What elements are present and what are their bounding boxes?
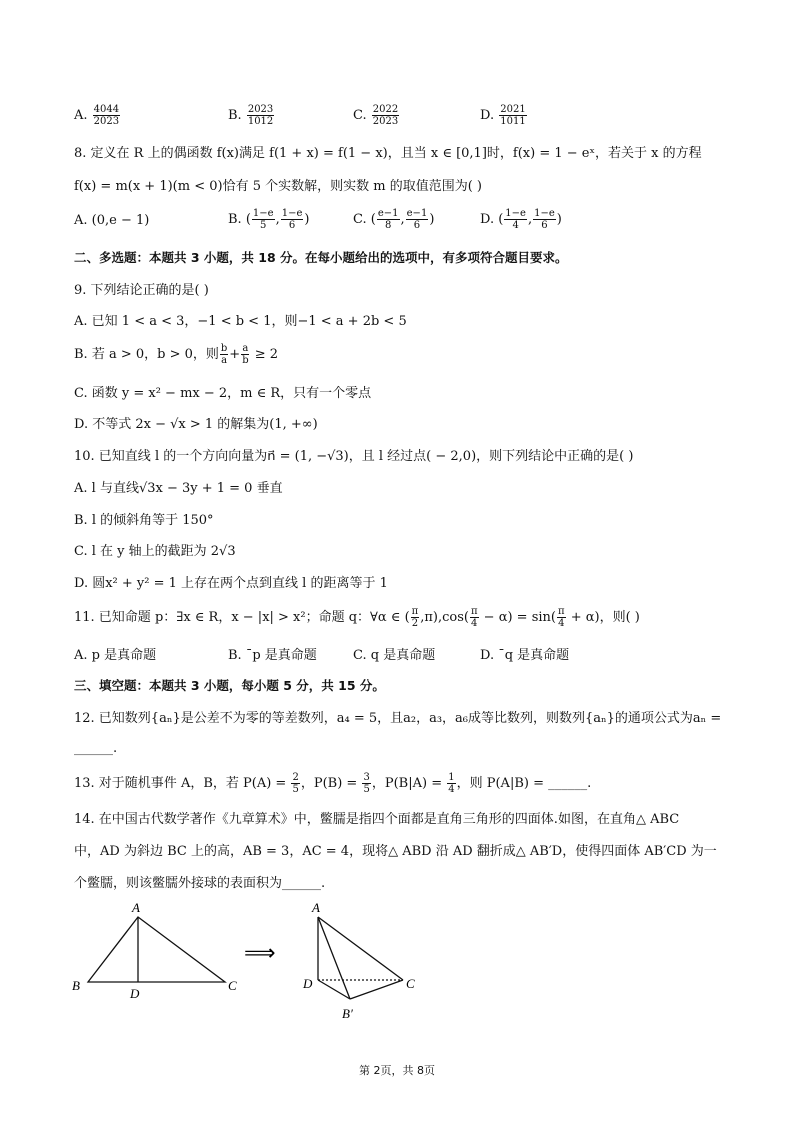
- page-footer: 第 2页，共 8页: [359, 1064, 435, 1077]
- right-label-d: D: [303, 976, 313, 991]
- right-label-c: C: [406, 976, 415, 991]
- right-label-bprime: B′: [342, 1006, 353, 1021]
- q7-option-c: C. $\frac{2022}{2023}$: [353, 104, 399, 127]
- q8-option-a: A. (0,e − 1): [74, 213, 150, 228]
- q12-stem-line2: ______.: [74, 741, 118, 756]
- q9-option-d: D. 不等式 2x − √x > 1 的解集为(1, +∞): [74, 417, 318, 432]
- q7-option-a: A. $\frac{4044}{2023}$: [74, 104, 120, 127]
- q10-stem: 10. 已知直线 l 的一个方向向量为n⃗ = (1, −√3)，且 l 经过点( − 2,0)，则下列结论中正确的是( ): [74, 449, 634, 464]
- left-label-d: D: [130, 986, 140, 1001]
- q11-option-c: C. q 是真命题: [353, 648, 436, 663]
- arrow-icon: ⟹: [244, 941, 276, 966]
- left-label-c: C: [228, 978, 237, 993]
- q7-option-d: D. $\frac{2021}{1011}$: [480, 104, 526, 127]
- q10-option-c: C. l 在 y 轴上的截距为 2√3: [74, 544, 236, 559]
- q11-option-b: B. ¯p 是真命题: [228, 648, 317, 663]
- q11-option-d: D. ¯q 是真命题: [480, 648, 570, 663]
- left-label-b: B: [72, 978, 80, 993]
- right-label-a: A: [312, 900, 320, 915]
- left-triangle: [88, 917, 225, 982]
- q9-stem: 9. 下列结论正确的是( ): [74, 283, 209, 298]
- tetrahedron-figure: [60, 892, 430, 1027]
- q12-stem-line1: 12. 已知数列{aₙ}是公差不为零的等差数列，a₄ = 5，且a₂，a₃，a₆成等比数列，则数列{aₙ}的通项公式为aₙ =: [74, 711, 722, 726]
- right-tetrahedron: [318, 917, 403, 999]
- q7-option-b: B. $\frac{2023}{1012}$: [228, 104, 274, 127]
- q8-option-b: B. ( $\frac{1-e}{5}$ , $\frac{1-e}{6}$ ): [228, 208, 310, 231]
- q13-stem: 13. 对于随机事件 A，B，若 P(A) = $\frac{2}{5}$ ，P(B) = $\frac{3}{5}$ ，P(B|A) = $\frac{1}{4}$ ，则 P(A|B) = ______.: [74, 772, 592, 795]
- q10-option-a: A. l 与直线√3x − 3y + 1 = 0 垂直: [74, 481, 283, 496]
- q10-option-b: B. l 的倾斜角等于 150°: [74, 513, 214, 528]
- q8-option-d: D. ( $\frac{1-e}{4}$ , $\frac{1-e}{6}$ ): [480, 208, 562, 231]
- q8-stem-line2: f(x) = m(x + 1)(m < 0)恰有 5 个实数解，则实数 m 的取值范围为( ): [74, 179, 482, 194]
- q8-stem-line1: 8. 定义在 R 上的偶函数 f(x)满足 f(1 + x) = f(1 − x)，且当 x ∈ [0,1]时，f(x) = 1 − eˣ，若关于 x 的方程: [74, 146, 702, 161]
- q8-option-c: C. ( $\frac{e-1}{8}$ , $\frac{e-1}{6}$ ): [353, 208, 435, 231]
- section-2-heading: 二、多选题：本题共 3 小题，共 18 分。在每小题给出的选项中，有多项符合题目要求。: [74, 250, 568, 265]
- q11-option-a: A. p 是真命题: [74, 648, 157, 663]
- q11-stem: 11. 已知命题 p：∃x ∈ R，x − |x| > x²；命题 q：∀α ∈ ( $\frac{\pi}{2}$ ,π),cos( $\frac{\pi}{4}$ − α) = sin( $\frac{\pi}{4}$ + α)，则( ): [74, 606, 640, 629]
- q14-stem-line1: 14. 在中国古代数学著作《九章算术》中，鳖臑是指四个面都是直角三角形的四面体.如图，在直角△ ABC: [74, 812, 680, 827]
- section-3-heading: 三、填空题：本题共 3 小题，每小题 5 分，共 15 分。: [74, 678, 385, 693]
- q9-option-c: C. 函数 y = x² − mx − 2，m ∈ R，只有一个零点: [74, 386, 372, 401]
- q14-stem-line2: 中，AD 为斜边 BC 上的高，AB = 3，AC = 4，现将△ ABD 沿 AD 翻折成△ AB′D，使得四面体 AB′CD 为一: [74, 844, 717, 859]
- q9-option-a: A. 已知 1 < a < 3，−1 < b < 1，则−1 < a + 2b < 5: [74, 314, 407, 329]
- q10-option-d: D. 圆x² + y² = 1 上存在两个点到直线 l 的距离等于 1: [74, 576, 388, 591]
- q14-stem-line3: 个鳖臑，则该鳖臑外接球的表面积为______.: [74, 876, 326, 891]
- left-label-a: A: [132, 900, 140, 915]
- q9-option-b: B. 若 a > 0，b > 0，则 $\frac{b}{a}$ + $\frac{a}{b}$ ≥ 2: [74, 343, 279, 366]
